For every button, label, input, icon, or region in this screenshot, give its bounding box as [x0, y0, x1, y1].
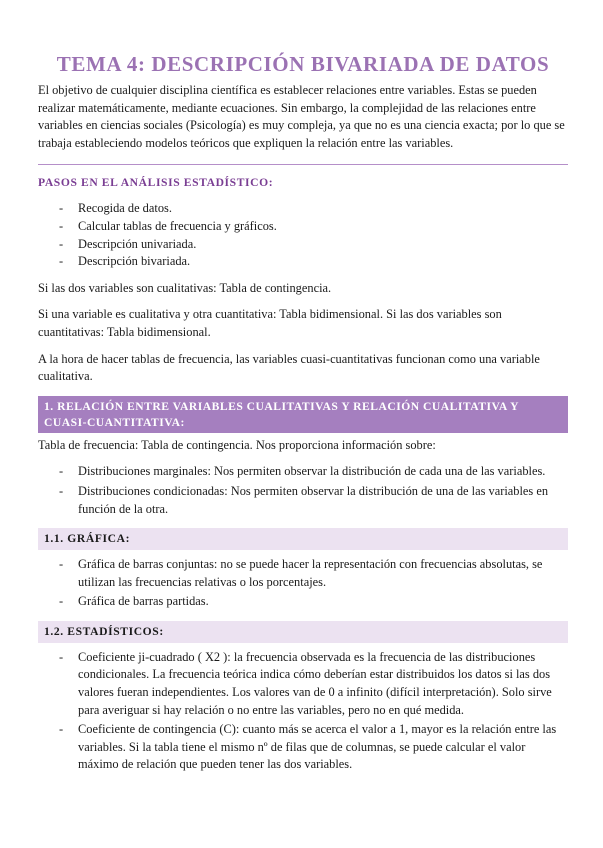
dash-bullet: -	[59, 649, 64, 664]
dash-bullet: -	[59, 722, 64, 737]
section-1-heading: 1. RELACIÓN ENTRE VARIABLES CUALITATIVAS Y RELACIÓN CUALITATIVA Y CUASI-CUANTITATIVA:	[38, 396, 568, 433]
dash-bullet: -	[59, 201, 64, 216]
dash-bullet: -	[59, 236, 64, 251]
document-page	[38, 50, 568, 776]
list-item: - Gráfica de barras partidas.	[59, 593, 568, 611]
list-item: - Recogida de datos.	[59, 200, 568, 218]
list-item: - Distribuciones condicionadas: Nos permiten observar la distribución de una de las variables en función de la otra.	[59, 483, 549, 516]
list-item: - Gráfica de barras conjuntas: no se puede hacer la representación con frecuencias absolutas, se utilizan las frecuencias relativas o los porcentajes.	[59, 557, 543, 589]
page-title: TEMA 4: DESCRIPCIÓN BIVARIADA DE DATOS	[56, 52, 550, 76]
section-1-1-heading: 1.1. GRÁFICA:	[38, 528, 568, 550]
section-1-list	[59, 463, 568, 518]
pasos-heading: PASOS EN EL ANÁLISIS ESTADÍSTICO:	[38, 164, 568, 191]
list-item: - Distribuciones marginales: Nos permiten observar la distribución de cada una de las variables.	[59, 463, 568, 481]
section-1-intro: Tabla de frecuencia: Tabla de contingencia. Nos proporciona información sobre:	[38, 437, 436, 452]
pasos-list	[59, 200, 568, 270]
dash-bullet: -	[59, 464, 64, 479]
dash-bullet: -	[59, 483, 64, 498]
list-item: - Coeficiente de contingencia (C): cuanto más se acerca el valor a 1, mayor es la relación entre las variables. Si la tabla tiene el mismo nº de filas que de columnas, se puede calcular el valor máximo de relación que pueden tener las dos variables.	[59, 722, 557, 772]
section-1-2-heading: 1.2. ESTADÍSTICOS:	[38, 621, 568, 643]
dash-bullet: -	[59, 218, 64, 233]
section-1-2-list	[59, 649, 568, 774]
list-item: - Coeficiente ji-cuadrado ( X2 ): la frecuencia observada es la frecuencia de las distribuciones condicionales. La frecuencia teórica indica cómo deberían estar distribuidos los datos si las dos valores fueran independientes. Los valores van de 0 a infinito (difícil interpretación). Solo sirve para averiguar si hay relación o no entre las variables, pero no en qué medida.	[59, 649, 552, 717]
pasos-paragraph-2: Si una variable es cualitativa y otra cuantitativa: Tabla bidimensional. Si las dos variables son cuantitativas: Tabla bidimensional.	[38, 307, 502, 339]
list-item: - Descripción bivariada.	[59, 253, 568, 271]
intro-paragraph: El objetivo de cualquier disciplina científica es establecer relaciones entre variables. Estas se pueden realizar matemáticamente, mediante ecuaciones. Sin embargo, la complejidad de las relaciones entre variables en ciencias sociales (Psicología) es muy compleja, ya que no es una ciencia exacta; por lo que se trabaja estableciendo modelos teóricos que expliquen la relación entre las variables.	[38, 83, 565, 150]
dash-bullet: -	[59, 557, 64, 572]
pasos-paragraph-3: A la hora de hacer tablas de frecuencia, las variables cuasi-cuantitativas funcionan como una variable cualitativa.	[38, 351, 540, 384]
dash-bullet: -	[59, 594, 64, 609]
list-item: - Descripción univariada.	[59, 236, 568, 254]
dash-bullet: -	[59, 254, 64, 269]
pasos-paragraph-1: Si las dos variables son cualitativas: Tabla de contingencia.	[38, 280, 332, 295]
list-item: - Calcular tablas de frecuencia y gráficos.	[59, 218, 568, 236]
section-1-1-list	[59, 556, 568, 611]
